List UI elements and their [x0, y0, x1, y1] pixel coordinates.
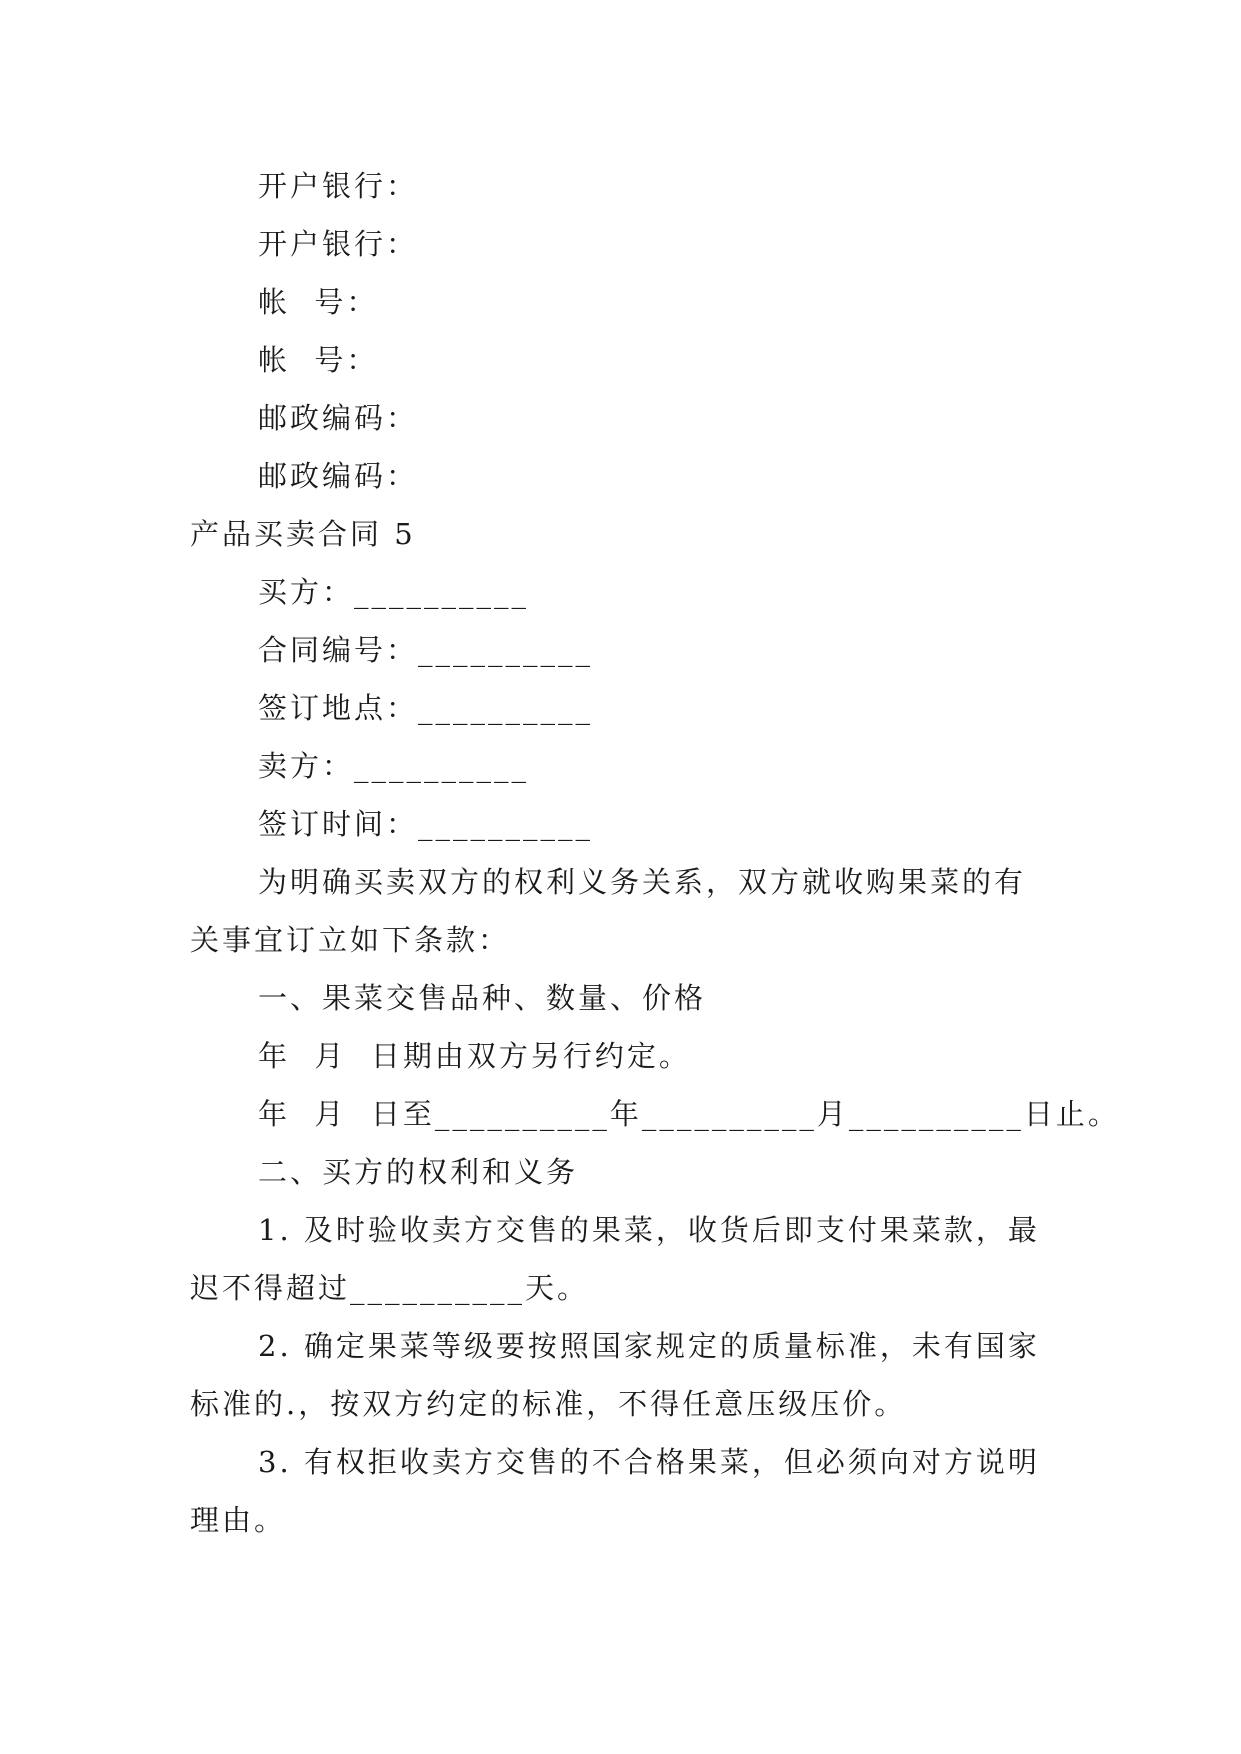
clause-3-line-1: 3. 有权拒收卖方交售的不合格果菜，但必须向对方说明: [258, 1445, 1040, 1479]
account-label-1: 帐 号：: [258, 285, 379, 319]
clause-1-line-2: 迟不得超过__________天。: [190, 1271, 590, 1305]
contract-number-field: 合同编号：__________: [258, 633, 594, 667]
section-1-heading: 一、果菜交售品种、数量、价格: [258, 981, 707, 1015]
section-1-period-line: 年 月 日至__________年__________月__________日止。: [258, 1097, 1120, 1131]
buyer-field: 买方：__________: [258, 575, 530, 609]
bank-label-1: 开户银行：: [258, 169, 419, 203]
clause-1-line-1: 1. 及时验收卖方交售的果菜，收货后即支付果菜款，最: [258, 1213, 1040, 1247]
clause-3-line-2: 理由。: [190, 1503, 287, 1537]
seller-field: 卖方：__________: [258, 749, 530, 783]
signing-place-field: 签订地点：__________: [258, 691, 594, 725]
preamble-line-1: 为明确买卖双方的权利义务关系，双方就收购果菜的有: [258, 865, 1027, 899]
section-2-heading: 二、买方的权利和义务: [258, 1155, 579, 1189]
contract-heading: 产品买卖合同 5: [190, 517, 416, 551]
clause-2-line-2: 标准的.，按双方约定的标准，不得任意压级压价。: [190, 1387, 907, 1421]
postcode-label-2: 邮政编码：: [258, 459, 419, 493]
bank-label-2: 开户银行：: [258, 227, 419, 261]
account-label-2: 帐 号：: [258, 343, 379, 377]
clause-2-line-1: 2. 确定果菜等级要按照国家规定的质量标准，未有国家: [258, 1329, 1040, 1363]
section-1-date-line: 年 月 日期由双方另行约定。: [258, 1039, 691, 1073]
preamble-line-2: 关事宜订立如下条款：: [190, 923, 511, 957]
postcode-label-1: 邮政编码：: [258, 401, 419, 435]
signing-time-field: 签订时间：__________: [258, 807, 594, 841]
